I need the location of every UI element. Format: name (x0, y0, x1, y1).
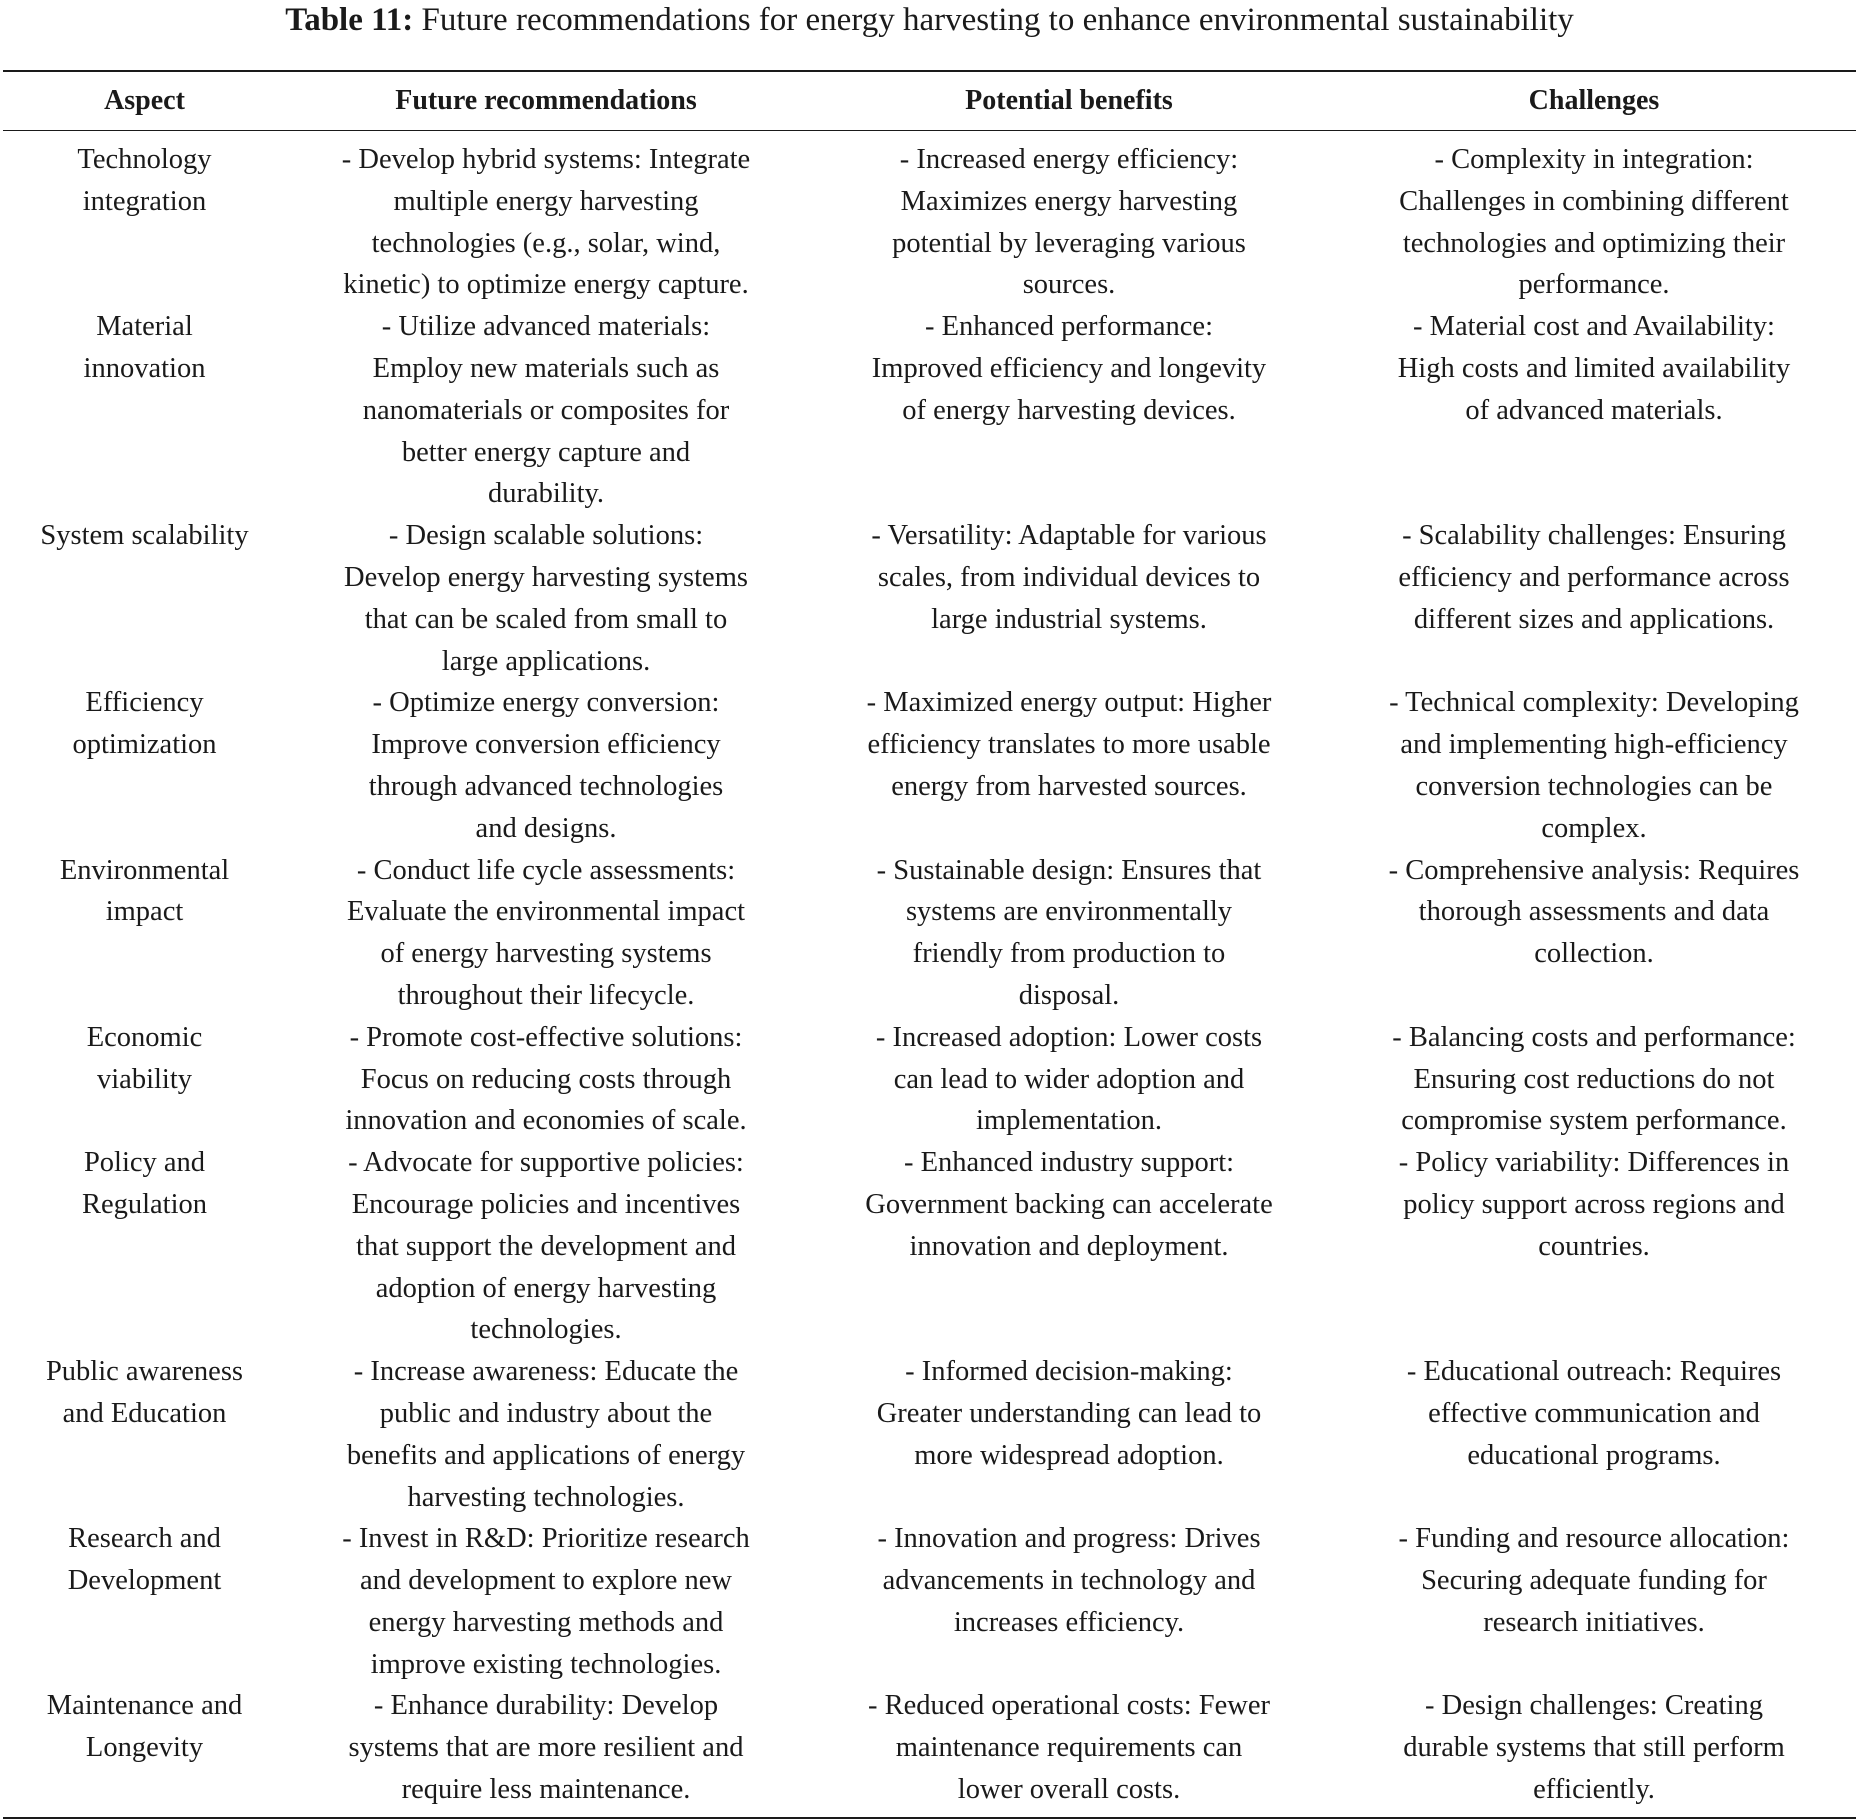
table-row (3, 131, 1856, 307)
benefit-cell: - Versatility: Adaptable for various scales, from individual devices to large industrial systems. (871, 520, 1267, 635)
table-body (3, 131, 1856, 1818)
table-row (3, 1351, 1856, 1518)
challenge-cell: - Policy variability: Differences in policy support across regions and countries. (1398, 1147, 1790, 1262)
table-row (3, 1685, 1856, 1817)
table-header (3, 71, 1856, 131)
recommendation-cell: - Promote cost-effective solutions: Focus on reducing costs through innovation and economies of scale. (345, 1021, 747, 1137)
benefit-cell: - Enhanced industry support: Government backing can accelerate innovation and deployment. (865, 1147, 1273, 1262)
recommendation-cell: - Conduct life cycle assessments: Evaluate the environmental impact of energy harvesting systems throughout their lifecycle. (346, 854, 746, 1011)
table-row (3, 1518, 1856, 1685)
challenge-cell: - Balancing costs and performance: Ensuring cost reductions do not compromise system performance. (1392, 1021, 1796, 1137)
aspect-cell: Economic viability (86, 1021, 203, 1095)
header-aspect: Aspect (3, 71, 286, 131)
challenge-cell: - Educational outreach: Requires effective communication and educational programs. (1406, 1356, 1782, 1471)
table-caption-label: Table 11: (285, 2, 414, 38)
aspect-cell: Material innovation (83, 311, 206, 384)
benefit-cell: - Increased adoption: Lower costs can lead to wider adoption and implementation. (875, 1021, 1263, 1137)
aspect-cell: System scalability (40, 520, 249, 552)
challenge-cell: - Comprehensive analysis: Requires thorough assessments and data collection. (1388, 854, 1800, 970)
recommendation-cell: - Invest in R&D: Prioritize research and development to explore new energy harvesting methods and improve existing technologies. (342, 1523, 750, 1680)
header-row (3, 71, 1856, 131)
recommendation-cell: - Design scalable solutions: Develop energy harvesting systems that can be scaled from small to large applications. (344, 520, 748, 677)
aspect-cell: Policy and Regulation (81, 1147, 208, 1220)
challenge-cell: - Scalability challenges: Ensuring efficiency and performance across different sizes and applications. (1398, 520, 1790, 635)
table-row (3, 1142, 1856, 1351)
challenge-cell: - Technical complexity: Developing and implementing high-efficiency conversion technologies can be complex. (1389, 687, 1799, 844)
table-caption-title: Future recommendations for energy harvesting to enhance environmental sustainability (421, 2, 1574, 38)
header-potential-benefits: Potential benefits (806, 71, 1332, 131)
challenge-cell: - Design challenges: Creating durable systems that still perform efficiently. (1403, 1690, 1785, 1806)
challenge-cell: - Material cost and Availability: High costs and limited availability of advanced materials. (1397, 311, 1791, 426)
aspect-cell: Technology integration (77, 144, 212, 217)
benefit-cell: - Enhanced performance: Improved efficiency and longevity of energy harvesting devices. (871, 311, 1267, 426)
table-row (3, 515, 1856, 682)
benefit-cell: - Increased energy efficiency: Maximizes energy harvesting potential by leveraging various sources. (892, 144, 1246, 301)
recommendation-cell: - Develop hybrid systems: Integrate multiple energy harvesting technologies (e.g., solar, wind, kinetic) to optimize energy capture. (341, 144, 751, 301)
table-row (3, 306, 1856, 515)
recommendation-cell: - Optimize energy conversion: Improve conversion efficiency through advanced technologies and designs. (368, 687, 724, 844)
table-caption (0, 0, 1859, 60)
aspect-cell: Research and Development (67, 1523, 222, 1597)
recommendation-cell: - Advocate for supportive policies: Encourage policies and incentives that support the development and adoption of energy harvesting technologies. (348, 1147, 744, 1346)
benefit-cell: - Sustainable design: Ensures that systems are environmentally friendly from production to disposal. (876, 854, 1262, 1011)
aspect-cell: Efficiency optimization (72, 687, 217, 761)
recommendations-table (3, 70, 1856, 1819)
aspect-cell: Environmental impact (59, 854, 230, 928)
recommendation-cell: - Increase awareness: Educate the public and industry about the benefits and applications of energy harvesting technologies. (346, 1356, 746, 1513)
header-future-recommendations: Future recommendations (286, 71, 806, 131)
benefit-cell: - Innovation and progress: Drives advancements in technology and increases efficiency. (877, 1523, 1261, 1638)
table-row (3, 682, 1856, 849)
challenge-cell: - Funding and resource allocation: Securing adequate funding for research initiatives. (1398, 1523, 1790, 1638)
benefit-cell: - Informed decision-making: Greater understanding can lead to more widespread adoption. (876, 1356, 1262, 1471)
recommendation-cell: - Utilize advanced materials: Employ new materials such as nanomaterials or composites for better energy capture and durability. (362, 311, 730, 510)
header-challenges: Challenges (1332, 71, 1856, 131)
aspect-cell: Maintenance and Longevity (46, 1690, 243, 1764)
challenge-cell: - Complexity in integration: Challenges in combining different technologies and optimizing their performance. (1399, 144, 1789, 301)
aspect-cell: Public awareness and Education (45, 1356, 244, 1429)
recommendation-cell: - Enhance durability: Develop systems that are more resilient and require less maintenance. (348, 1690, 744, 1806)
benefit-cell: - Maximized energy output: Higher efficiency translates to more usable energy from harvested sources. (866, 687, 1272, 802)
table-row (3, 1017, 1856, 1142)
table-row (3, 850, 1856, 1017)
benefit-cell: - Reduced operational costs: Fewer maintenance requirements can lower overall costs. (867, 1690, 1271, 1806)
